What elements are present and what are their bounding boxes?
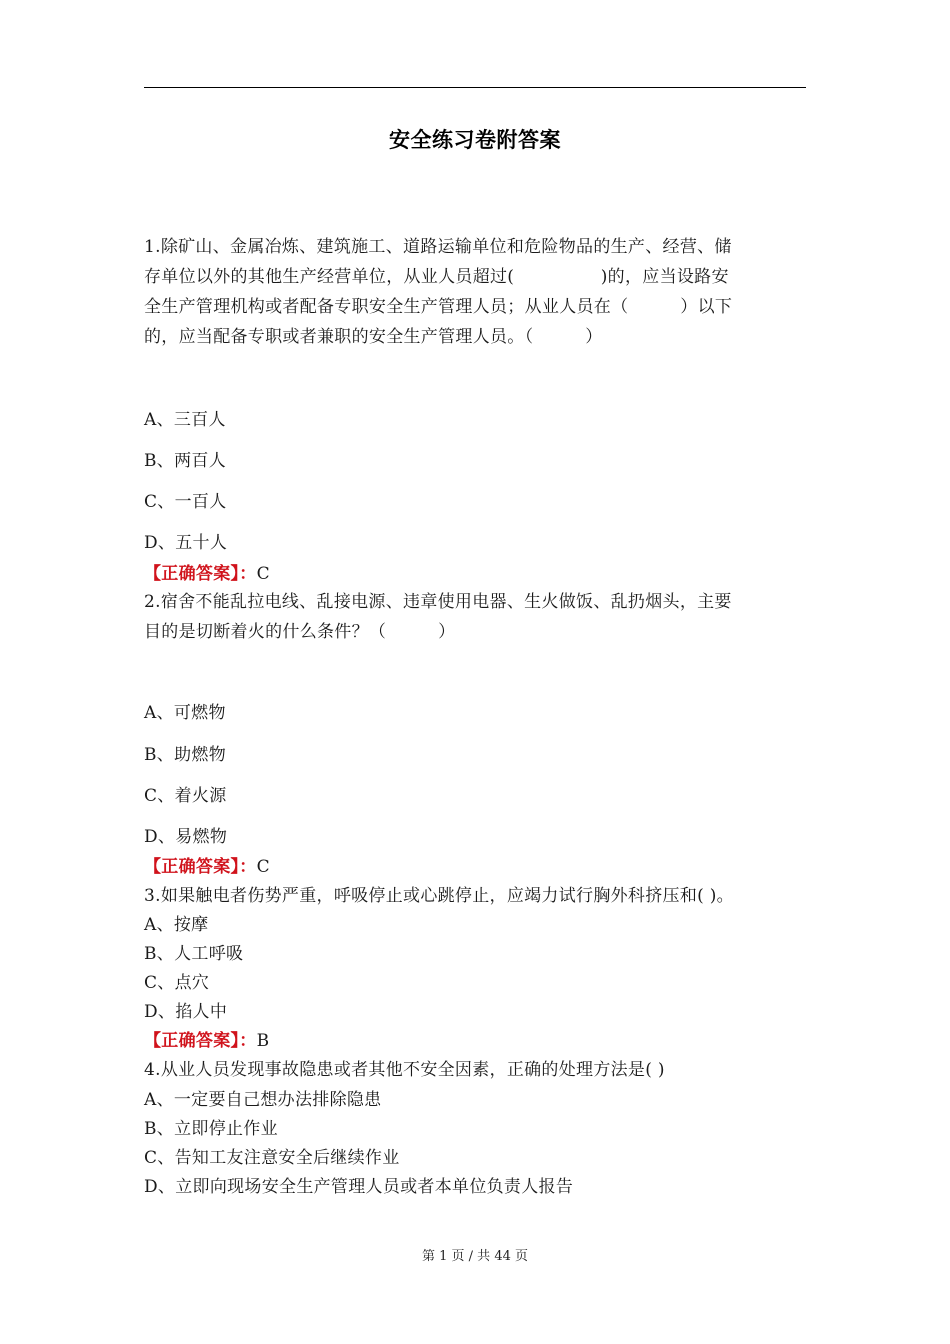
question-2-line-1: 2.宿舍不能乱拉电线、乱接电源、违章使用电器、生火做饭、乱扔烟头，主要: [144, 592, 732, 612]
question-3-line-1: 3.如果触电者伤势严重，呼吸停止或心跳停止，应竭力试行胸外科挤压和( )。: [144, 886, 734, 906]
question-3-answer: [144, 1030, 269, 1052]
question-1-line-4: 的，应当配备专职或者兼职的安全生产管理人员。（ ）: [144, 327, 603, 347]
question-1-line-3: 全生产管理机构或者配备专职安全生产管理人员；从业人员在（ ）以下: [144, 297, 733, 317]
page-title: 安全练习卷附答案: [389, 128, 561, 152]
question-1-answer: [144, 563, 270, 585]
question-2-option-b: B、助燃物: [144, 745, 226, 765]
question-1-option-a: A、三百人: [144, 410, 226, 430]
page-footer: 第 1 页 / 共 44 页: [422, 1249, 528, 1264]
question-1-option-c: C、一百人: [144, 492, 227, 512]
answer-value: B: [256, 1031, 270, 1051]
question-3-option-d: D、掐人中: [144, 1002, 228, 1022]
header-rule: [144, 87, 806, 88]
question-2-option-c: C、着火源: [144, 786, 227, 806]
question-1-option-b: B、两百人: [144, 451, 226, 471]
question-3-option-b: B、人工呼吸: [144, 944, 244, 964]
question-3-option-a: A、按摩: [144, 915, 209, 935]
answer-label: 【正确答案】：: [144, 564, 257, 584]
question-4-option-c: C、告知工友注意安全后继续作业: [144, 1148, 400, 1168]
question-4-option-d: D、立即向现场安全生产管理人员或者本单位负责人报告: [144, 1177, 574, 1197]
answer-label: 【正确答案】：: [144, 1031, 257, 1051]
answer-value: C: [256, 564, 270, 584]
question-1-line-2: 存单位以外的其他生产经营单位，从业人员超过( )的，应当设路安: [144, 267, 729, 287]
answer-value: C: [256, 857, 270, 877]
question-2-line-2: 目的是切断着火的什么条件？（ ）: [144, 622, 456, 642]
question-1-option-d: D、五十人: [144, 533, 228, 553]
question-1-line-1: 1.除矿山、金属冶炼、建筑施工、道路运输单位和危险物品的生产、经营、储: [144, 237, 732, 257]
question-2-option-d: D、易燃物: [144, 827, 228, 847]
question-3-option-c: C、点穴: [144, 973, 210, 993]
question-2-answer: [144, 856, 270, 878]
question-4-option-b: B、立即停止作业: [144, 1119, 278, 1139]
question-4-option-a: A、一定要自己想办法排除隐患: [144, 1090, 382, 1110]
question-2-option-a: A、可燃物: [144, 703, 226, 723]
question-4-line-1: 4.从业人员发现事故隐患或者其他不安全因素，正确的处理方法是( ): [144, 1060, 665, 1080]
answer-label: 【正确答案】：: [144, 857, 257, 877]
